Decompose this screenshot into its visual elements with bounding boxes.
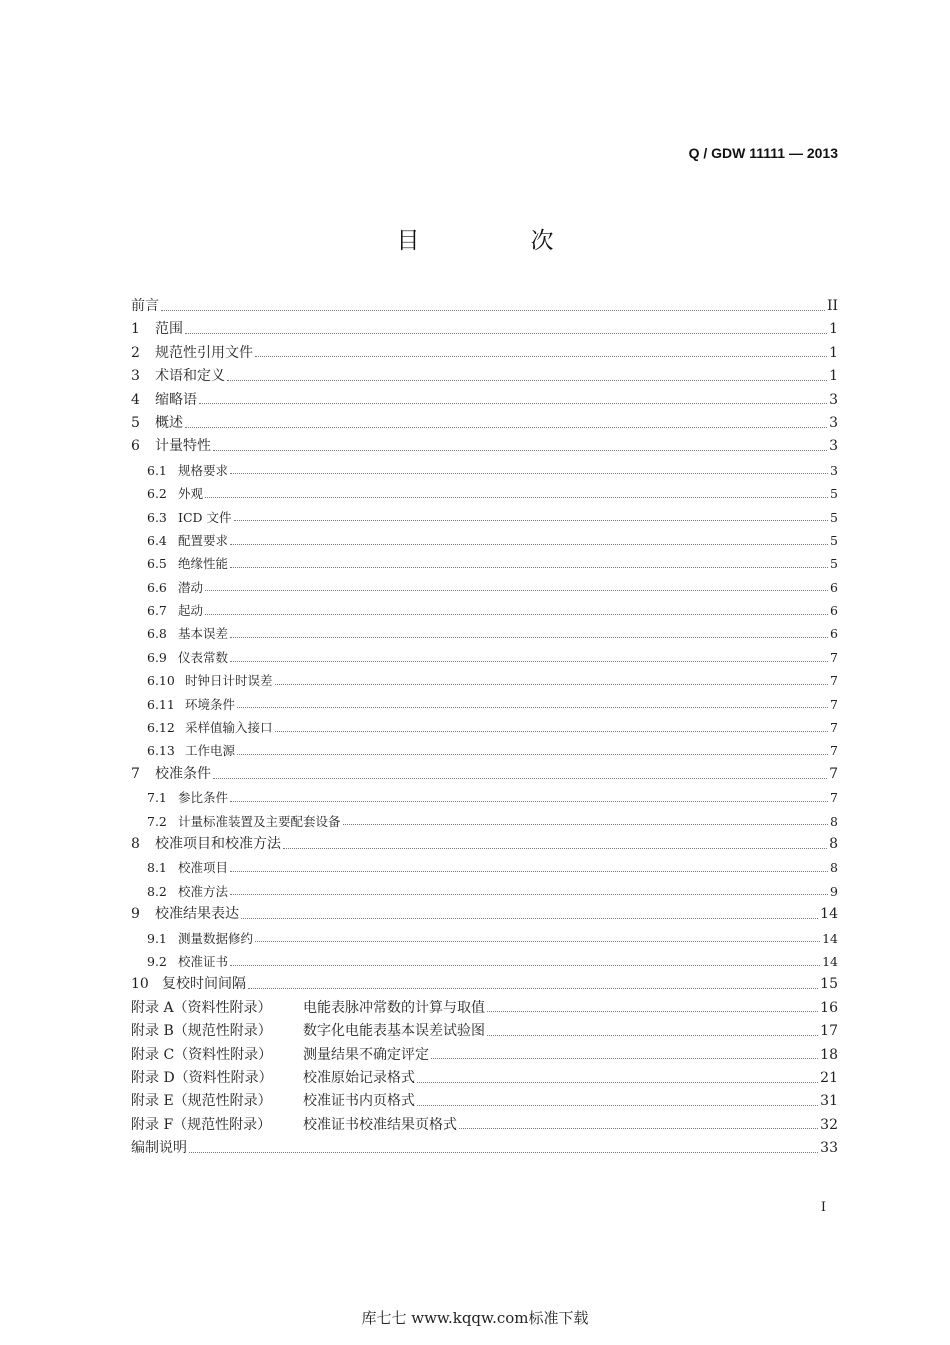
- toc-entry-title: 数字化电能表基本误差试验图: [303, 1023, 485, 1040]
- toc-entry-number: 6.1: [147, 462, 167, 478]
- toc-leader-dots: [230, 964, 820, 966]
- toc-leader-dots: [199, 402, 827, 404]
- toc-entry[interactable]: [131, 833, 838, 856]
- toc-entry-page: 33: [820, 1140, 838, 1157]
- toc-entry[interactable]: [131, 716, 838, 739]
- toc-entry[interactable]: [131, 903, 838, 926]
- toc-entry-number: 6.5: [147, 556, 167, 572]
- toc-entry-title: 规格要求: [178, 462, 229, 478]
- toc-entry-page: 7: [830, 743, 838, 759]
- toc-leader-dots: [230, 636, 828, 638]
- toc-entry-title: 校准条件: [155, 765, 211, 782]
- toc-entry-page: 1: [829, 321, 838, 338]
- toc-entry-page: 5: [830, 486, 838, 502]
- toc-entry[interactable]: [131, 389, 838, 412]
- toc-entry-page: 14: [822, 930, 838, 946]
- toc-entry-number: 10: [131, 976, 149, 993]
- toc-entry-page: 16: [820, 999, 838, 1016]
- toc-leader-dots: [213, 777, 827, 779]
- toc-leader-dots: [205, 613, 828, 615]
- toc-entry[interactable]: [131, 622, 838, 645]
- toc-leader-dots: [234, 519, 829, 521]
- toc-entry-title: 采样值输入接口: [185, 720, 273, 736]
- toc-entry-number: 3: [131, 368, 140, 385]
- toc-entry[interactable]: [131, 927, 838, 950]
- table-of-contents: [131, 295, 838, 1160]
- toc-entry-appendix-label: 附录 D（资料性附录）: [131, 1069, 273, 1086]
- toc-leader-dots: [255, 355, 827, 357]
- toc-leader-dots: [487, 1034, 818, 1036]
- toc-entry-page: 6: [830, 626, 838, 642]
- toc-entry-number: 7.1: [147, 790, 167, 806]
- toc-entry-number: 7.2: [147, 813, 167, 829]
- toc-entry-page: 1: [829, 368, 838, 385]
- toc-entry-number: 6.13: [147, 743, 175, 759]
- toc-entry-title: 校准项目: [178, 860, 229, 876]
- toc-entry[interactable]: [131, 599, 838, 622]
- toc-leader-dots: [237, 753, 828, 755]
- toc-entry-number: 6.9: [147, 649, 167, 665]
- toc-entry[interactable]: [131, 412, 838, 435]
- toc-entry[interactable]: [131, 1044, 838, 1067]
- toc-entry[interactable]: [131, 856, 838, 879]
- toc-entry-page: 17: [820, 1023, 838, 1040]
- toc-entry[interactable]: [131, 763, 838, 786]
- toc-entry-title: 校准证书内页格式: [303, 1093, 415, 1110]
- toc-entry[interactable]: [131, 459, 838, 482]
- toc-entry-title: 绝缘性能: [178, 556, 229, 572]
- toc-entry-number: 6.4: [147, 532, 167, 548]
- toc-leader-dots: [205, 589, 828, 591]
- toc-leader-dots: [248, 987, 818, 989]
- footer-watermark-text: 库七七 www.kqqw.com标准下载: [361, 1309, 589, 1327]
- toc-leader-dots: [205, 496, 828, 498]
- toc-entry-appendix-label: 附录 B（规范性附录）: [131, 1023, 272, 1040]
- toc-entry-number: 8.2: [147, 883, 167, 899]
- toc-entry-title: 计量特性: [155, 438, 211, 455]
- toc-entry-title: 基本误差: [178, 626, 229, 642]
- toc-entry-title: 编制说明: [131, 1140, 187, 1157]
- toc-entry[interactable]: [131, 435, 838, 458]
- toc-entry[interactable]: [131, 973, 838, 996]
- toc-entry-title: 缩略语: [155, 391, 197, 408]
- toc-entry-number: 9: [131, 906, 140, 923]
- toc-leader-dots: [241, 917, 818, 919]
- toc-entry-number: 8: [131, 835, 140, 852]
- toc-entry-number: 6.7: [147, 603, 167, 619]
- toc-entry-title: 复校时间间隔: [162, 976, 246, 993]
- toc-entry[interactable]: [131, 295, 838, 318]
- toc-entry-page: 7: [830, 790, 838, 806]
- toc-entry-page: 7: [830, 649, 838, 665]
- toc-leader-dots: [283, 847, 827, 849]
- toc-entry-title: 概述: [155, 414, 183, 431]
- toc-entry-page: 6: [830, 603, 838, 619]
- toc-entry-number: 1: [131, 321, 140, 338]
- toc-entry[interactable]: [131, 506, 838, 529]
- toc-entry-number: 4: [131, 391, 140, 408]
- toc-entry-page: 9: [830, 883, 838, 899]
- toc-entry[interactable]: [131, 880, 838, 903]
- toc-entry-number: 5: [131, 414, 140, 431]
- toc-entry[interactable]: [131, 576, 838, 599]
- toc-entry-title: 校准原始记录格式: [303, 1069, 415, 1086]
- toc-entry-page: 14: [822, 953, 838, 969]
- toc-entry-title: 范围: [155, 321, 183, 338]
- toc-entry[interactable]: [131, 810, 838, 833]
- toc-entry[interactable]: [131, 669, 838, 692]
- toc-entry-title: 外观: [178, 486, 204, 502]
- standard-code: Q / GDW 11111 — 2013: [688, 145, 838, 161]
- toc-entry-page: 3: [829, 414, 838, 431]
- toc-leader-dots: [275, 683, 828, 685]
- toc-leader-dots: [417, 1104, 818, 1106]
- toc-entry[interactable]: [131, 1137, 838, 1160]
- toc-entry-page: 7: [830, 720, 838, 736]
- toc-leader-dots: [230, 800, 828, 802]
- toc-entry-number: 6.6: [147, 579, 167, 595]
- toc-leader-dots: [161, 309, 825, 311]
- toc-leader-dots: [189, 1151, 818, 1153]
- toc-entry-title: 校准结果表达: [155, 906, 239, 923]
- toc-entry-page: 3: [829, 438, 838, 455]
- toc-entry-number: 7: [131, 765, 140, 782]
- toc-entry-number: 6.2: [147, 486, 167, 502]
- toc-entry-page: 21: [820, 1069, 838, 1086]
- toc-entry-page: 3: [829, 391, 838, 408]
- toc-entry-title: 电能表脉冲常数的计算与取值: [303, 999, 485, 1016]
- toc-entry-title: 校准方法: [178, 883, 229, 899]
- toc-entry-title: 术语和定义: [155, 368, 225, 385]
- toc-leader-dots: [230, 893, 828, 895]
- toc-entry[interactable]: [131, 950, 838, 973]
- toc-entry-title: 起动: [178, 603, 204, 619]
- toc-entry[interactable]: [131, 786, 838, 809]
- toc-entry-title: 计量标准装置及主要配套设备: [178, 813, 341, 829]
- page-number: I: [820, 1200, 826, 1215]
- toc-entry-title: 规范性引用文件: [155, 344, 253, 361]
- toc-entry-page: 5: [830, 532, 838, 548]
- toc-entry-appendix-label: 附录 C（资料性附录）: [131, 1046, 273, 1063]
- toc-entry-title: 测量数据修约: [178, 930, 254, 946]
- toc-entry-title: 潜动: [178, 579, 204, 595]
- toc-entry-page: 5: [830, 556, 838, 572]
- toc-entry-number: 6.10: [147, 673, 175, 689]
- toc-leader-dots: [487, 1010, 818, 1012]
- toc-entry-appendix-label: 附录 A（资料性附录）: [131, 999, 272, 1016]
- toc-leader-dots: [230, 543, 828, 545]
- toc-entry[interactable]: [131, 365, 838, 388]
- toc-leader-dots: [275, 730, 828, 732]
- toc-entry-title: 工作电源: [185, 743, 236, 759]
- toc-entry[interactable]: [131, 997, 838, 1020]
- toc-entry[interactable]: [131, 1114, 838, 1137]
- toc-entry[interactable]: [131, 318, 838, 341]
- toc-leader-dots: [227, 379, 827, 381]
- toc-leader-dots: [237, 706, 828, 708]
- toc-entry-page: 8: [830, 860, 838, 876]
- toc-entry-title: 时钟日计时误差: [185, 673, 273, 689]
- toc-entry-number: 6: [131, 438, 140, 455]
- toc-entry-page: 14: [820, 906, 838, 923]
- toc-leader-dots: [185, 426, 827, 428]
- toc-leader-dots: [230, 472, 828, 474]
- toc-leader-dots: [185, 332, 827, 334]
- toc-leader-dots: [230, 870, 828, 872]
- toc-entry-page: 7: [830, 696, 838, 712]
- toc-entry[interactable]: [131, 552, 838, 575]
- toc-entry-title: 环境条件: [185, 696, 236, 712]
- toc-entry-page: II: [826, 298, 838, 314]
- toc-entry-title: 校准证书校准结果页格式: [303, 1116, 457, 1133]
- toc-entry[interactable]: [131, 342, 838, 365]
- toc-entry[interactable]: [131, 1090, 838, 1113]
- toc-leader-dots: [431, 1057, 818, 1059]
- toc-entry[interactable]: [131, 739, 838, 762]
- toc-entry[interactable]: [131, 1020, 838, 1043]
- toc-entry-appendix-label: 附录 E（规范性附录）: [131, 1093, 272, 1110]
- toc-entry-title: ICD 文件: [178, 509, 232, 525]
- toc-entry-page: 31: [820, 1093, 838, 1110]
- toc-entry-page: 8: [829, 835, 838, 852]
- toc-entry-number: 6.3: [147, 509, 167, 525]
- toc-entry-page: 3: [830, 462, 838, 478]
- toc-entry-page: 32: [820, 1116, 838, 1133]
- toc-entry-number: 9.2: [147, 953, 167, 969]
- toc-entry-page: 15: [820, 976, 838, 993]
- toc-entry-page: 7: [830, 673, 838, 689]
- toc-title: 目 次: [396, 228, 598, 254]
- toc-entry-title: 配置要求: [178, 532, 229, 548]
- toc-entry-page: 7: [829, 765, 838, 782]
- toc-leader-dots: [417, 1081, 818, 1083]
- toc-entry-page: 6: [830, 579, 838, 595]
- toc-entry[interactable]: [131, 693, 838, 716]
- toc-entry-number: 6.8: [147, 626, 167, 642]
- toc-entry-number: 6.12: [147, 720, 175, 736]
- toc-entry-number: 6.11: [147, 696, 175, 712]
- toc-entry[interactable]: [131, 482, 838, 505]
- toc-entry-title: 前言: [131, 298, 159, 314]
- toc-entry-number: 9.1: [147, 930, 167, 946]
- toc-leader-dots: [230, 660, 828, 662]
- toc-entry-page: 1: [829, 344, 838, 361]
- toc-entry-page: 8: [830, 813, 838, 829]
- toc-entry[interactable]: [131, 529, 838, 552]
- toc-entry-title: 测量结果不确定评定: [303, 1046, 429, 1063]
- toc-entry-number: 2: [131, 344, 140, 361]
- toc-leader-dots: [343, 823, 828, 825]
- toc-entry-page: 18: [820, 1046, 838, 1063]
- toc-entry-title: 校准证书: [178, 953, 229, 969]
- toc-entry-title: 仪表常数: [178, 649, 229, 665]
- toc-leader-dots: [230, 566, 828, 568]
- toc-leader-dots: [213, 449, 827, 451]
- toc-entry[interactable]: [131, 1067, 838, 1090]
- toc-entry-title: 校准项目和校准方法: [155, 835, 281, 852]
- toc-entry-page: 5: [830, 509, 838, 525]
- toc-entry-title: 参比条件: [178, 790, 229, 806]
- toc-leader-dots: [459, 1127, 818, 1129]
- toc-entry[interactable]: [131, 646, 838, 669]
- toc-entry-number: 8.1: [147, 860, 167, 876]
- toc-entry-appendix-label: 附录 F（规范性附录）: [131, 1116, 272, 1133]
- toc-leader-dots: [255, 940, 820, 942]
